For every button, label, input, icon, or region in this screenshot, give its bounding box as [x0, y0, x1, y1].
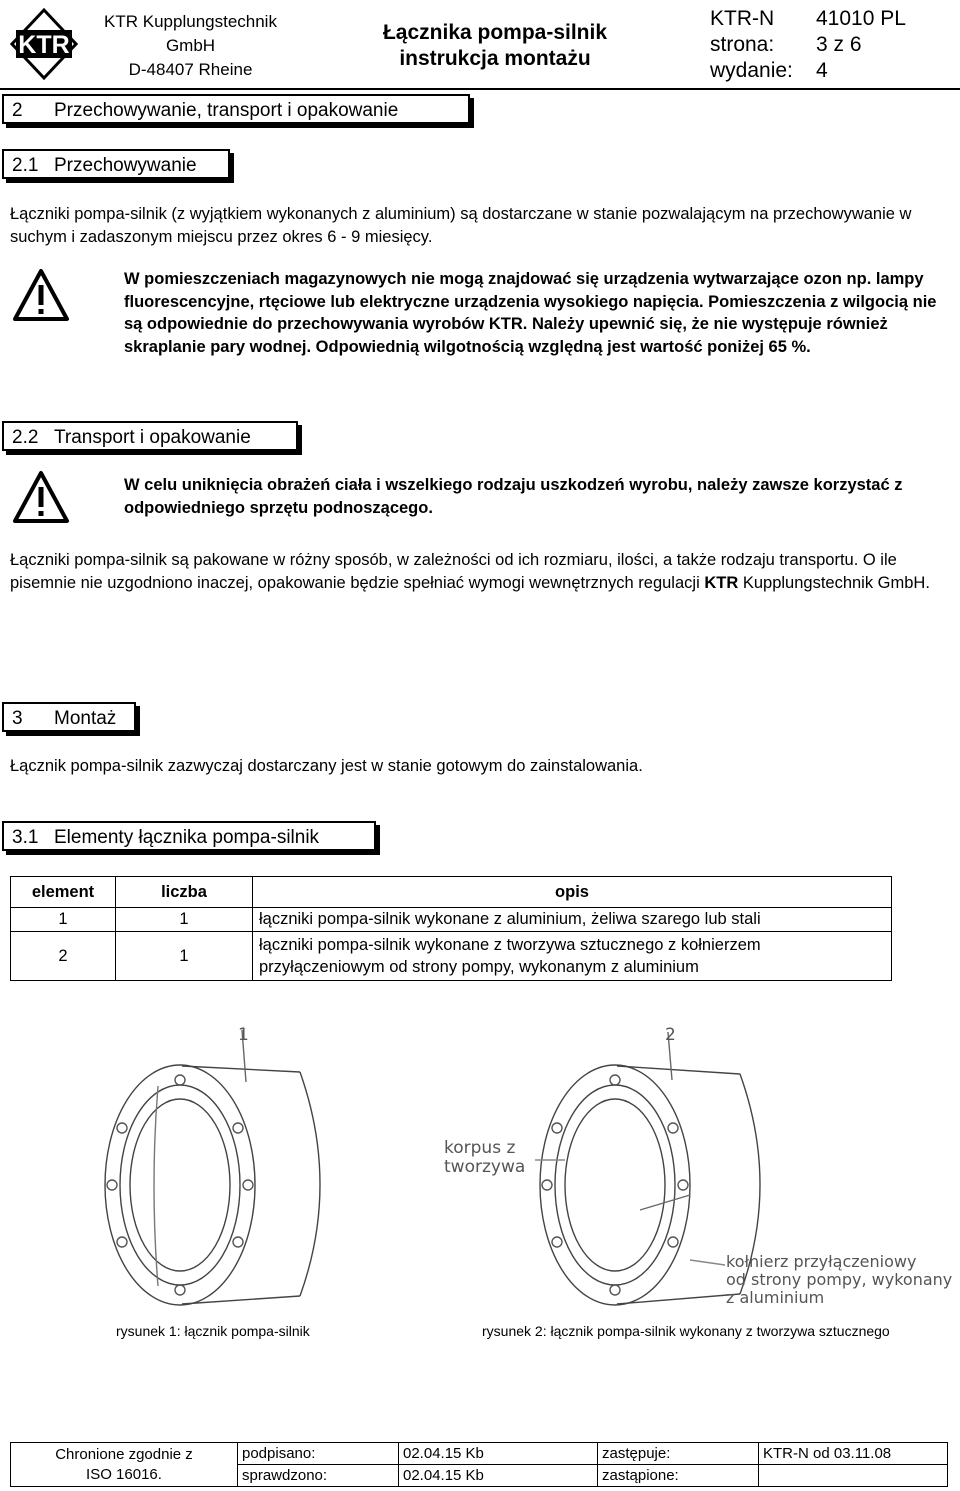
- checked-label: sprawdzono:: [238, 1465, 399, 1487]
- section-3-heading: [2, 702, 136, 732]
- section-2-1-heading: [2, 149, 230, 179]
- cell-element: 2: [11, 932, 116, 981]
- packaging-text-a: Łączniki pompa-silnik są pakowane w różny sposób, w zależności od ich rozmiaru, ilości, a także rodzaju transportu. O ile pisemnie nie uzgodniono inaczej, opakowanie będzie spełniać wymogi wewnętrznych regulacji: [10, 551, 897, 592]
- page-number: 3 z 6: [816, 33, 862, 56]
- assembly-text: Łącznik pompa-silnik zazwyczaj dostarczany jest w stanie gotowym do zainstalowania.: [10, 757, 643, 775]
- cell-element: 1: [11, 908, 116, 932]
- replaced-value: [759, 1465, 948, 1487]
- cell-count: 1: [116, 908, 253, 932]
- section-number: 3: [12, 708, 23, 729]
- section-title: Transport i opakowanie: [54, 427, 251, 448]
- figure-1-drawing: [105, 1030, 320, 1305]
- elements-table: [10, 876, 892, 981]
- copyright-line-2: ISO 16016.: [86, 1465, 162, 1483]
- table-row: [11, 908, 892, 932]
- title-line-1: Łącznika pompa-silnik: [382, 21, 608, 44]
- footer-row: [11, 1443, 948, 1465]
- figure-2-number: 2: [665, 1025, 676, 1045]
- label-flange-line-3: z aluminium: [726, 1288, 825, 1307]
- section-number: 2.1: [12, 155, 39, 176]
- storage-text: Łączniki pompa-silnik (z wyjątkiem wykonanych z aluminium) są dostarczane w stanie pozwalającym na przechowywanie w suchym i zadaszonym miejscu przez okres 6 - 9 miesięcy.: [10, 205, 912, 246]
- company-name: KTR Kupplungstechnik: [104, 12, 277, 31]
- copyright-line-1: Chronione zgodnie z: [55, 1445, 193, 1463]
- signed-label: podpisano:: [238, 1443, 399, 1465]
- section-title: Elementy łącznika pompa-silnik: [54, 827, 320, 848]
- column-header-count: liczba: [116, 877, 253, 908]
- label-flange-line-2: od strony pompy, wykonany: [726, 1270, 953, 1289]
- packaging-text: [10, 549, 940, 594]
- label-body-line-2: tworzywa: [444, 1157, 526, 1177]
- checked-value: 02.04.15 Kb: [399, 1465, 598, 1487]
- cell-description: łączniki pompa-silnik wykonane z tworzywa sztucznego z kołnierzem przyłączeniowym od strony pompy, wykonanym z aluminium: [253, 932, 892, 981]
- copyright-note: [11, 1443, 238, 1487]
- storage-warning: W pomieszczeniach magazynowych nie mogą znajdować się urządzenia wytwarzające ozon np. lampy fluorescencyjne, rtęciowe lub elektryczne urządzenia wysokiego napięcia. Pomieszczenia z wilgocią nie są odpowiednie do przechowywania wyrobów KTR. Należy upewnić się, że nie występuje również skraplanie pary wodnej. Odpowiednią wilgotnością względną jest wartość poniżej 65 %.: [124, 270, 937, 356]
- section-2-2-heading: [2, 421, 298, 451]
- coupling-drawings: [0, 1010, 960, 1320]
- title-line-2: instrukcja montażu: [399, 47, 591, 70]
- section-title: Montaż: [54, 708, 117, 729]
- table-header-row: [11, 877, 892, 908]
- section-number: 3.1: [12, 827, 39, 848]
- cell-description: łączniki pompa-silnik wykonane z aluminium, żeliwa szarego lub stali: [253, 908, 892, 932]
- label-flange-line-1: kołnierz przyłączeniowy: [726, 1252, 917, 1271]
- warning-icon: [12, 268, 70, 322]
- document-footer: [10, 1442, 948, 1487]
- document-title: [330, 20, 660, 72]
- svg-text:KTR: KTR: [18, 31, 70, 59]
- replaced-label: zastąpione:: [598, 1465, 759, 1487]
- signed-value: 02.04.15 Kb: [399, 1443, 598, 1465]
- company-form: GmbH: [165, 36, 216, 55]
- doc-no-label: KTR-N: [710, 7, 775, 30]
- table-row: [11, 932, 892, 981]
- packaging-text-ktr: KTR: [704, 573, 739, 592]
- packaging-text-b: Kupplungstechnik GmbH.: [738, 573, 930, 592]
- section-number: 2.2: [12, 427, 39, 448]
- figure-1-number: 1: [238, 1025, 249, 1045]
- doc-no: 41010 PL: [816, 7, 906, 30]
- transport-warning: W celu uniknięcia obrażeń ciała i wszelkiego rodzaju uszkodzeń wyrobu, należy zawsze korzystać z odpowiedniego sprzętu podnoszącego.: [124, 476, 903, 517]
- edition-label: wydanie:: [710, 59, 793, 82]
- ktr-logo: [10, 8, 78, 80]
- replaces-value: KTR-N od 03.11.08: [759, 1443, 948, 1465]
- column-header-description: opis: [253, 877, 892, 908]
- label-body-line-1: korpus z: [444, 1138, 516, 1158]
- section-title: Przechowywanie: [54, 155, 197, 176]
- cell-count: 1: [116, 932, 253, 981]
- warning-icon: [12, 470, 70, 524]
- header-divider: [0, 88, 960, 90]
- edition-number: 4: [816, 59, 828, 82]
- section-title: Przechowywanie, transport i opakowanie: [54, 100, 399, 121]
- page-label: strona:: [710, 33, 775, 56]
- figure-2-caption: rysunek 2: łącznik pompa-silnik wykonany z tworzywa sztucznego: [482, 1323, 890, 1339]
- document-meta: [710, 6, 906, 84]
- replaces-label: zastępuje:: [598, 1443, 759, 1465]
- section-3-1-heading: [2, 821, 376, 851]
- figure-1-caption: rysunek 1: łącznik pompa-silnik: [116, 1323, 310, 1339]
- section-number: 2: [12, 100, 23, 121]
- company-address: [88, 10, 293, 82]
- column-header-element: element: [11, 877, 116, 908]
- section-2-heading: [2, 94, 470, 124]
- company-city: D-48407 Rheine: [128, 60, 253, 79]
